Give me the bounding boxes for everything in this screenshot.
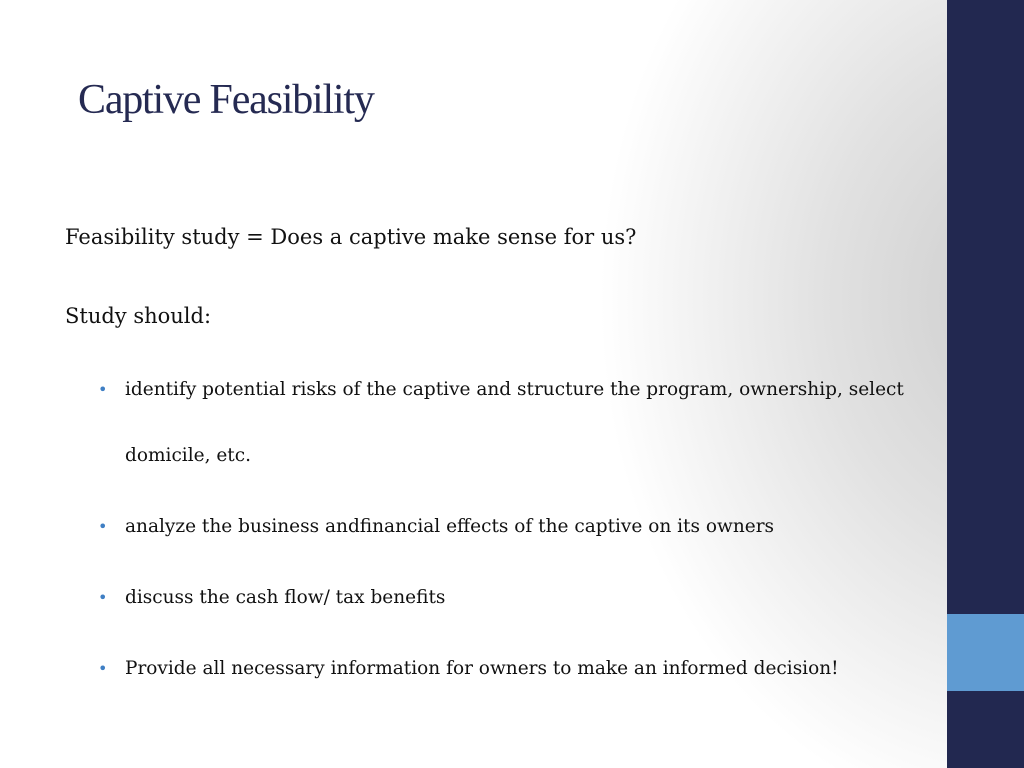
bullet-text: identify potential risks of the captive and structure the program, ownership, select domicile, etc. — [125, 379, 904, 466]
intro-paragraph: Feasibility study = Does a captive make sense for us? — [65, 225, 637, 249]
bullet-dot-icon: • — [98, 517, 108, 536]
bullet-dot-icon: • — [98, 588, 108, 607]
bullet-dot-icon: • — [98, 380, 108, 399]
slide-title: Captive Feasibility — [78, 77, 374, 123]
study-should-paragraph: Study should: — [65, 304, 212, 328]
right-accent-block — [947, 614, 1024, 691]
bullet-text: Provide all necessary information for owners to make an informed decision! — [125, 658, 839, 679]
bullet-dot-icon: • — [98, 659, 108, 678]
bullet-text: discuss the cash flow/ tax benefits — [125, 587, 446, 608]
bullet-text: analyze the business andfinancial effects of the captive on its owners — [125, 516, 775, 537]
